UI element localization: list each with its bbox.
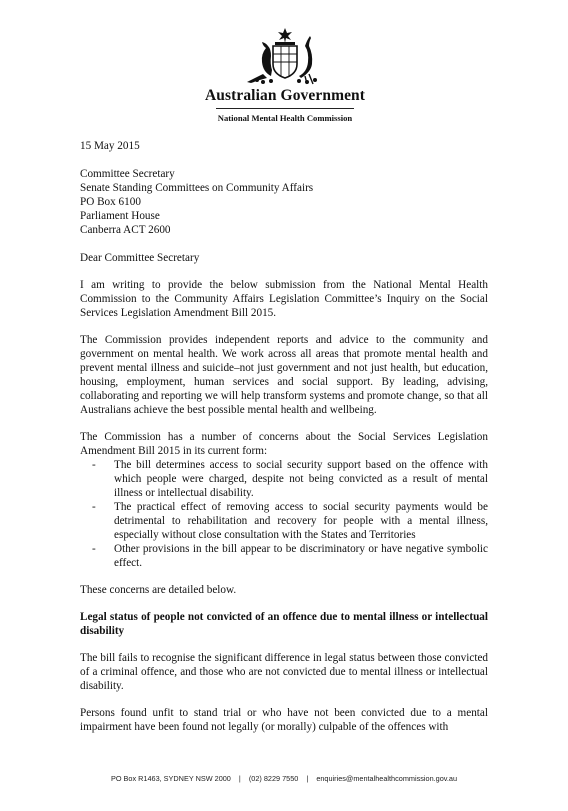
footer-phone: (02) 8229 7550 <box>248 774 299 783</box>
list-item: - Other provisions in the bill appear to be discriminatory or have negative symbolic effect. <box>92 543 488 569</box>
paragraph-intro: I am writing to provide the below submission from the National Mental Health Commission to the Community Affairs Legislation Committee’s Inquiry on the Social Services Legislation Amendment Bill 2015. <box>80 279 488 319</box>
salutation: Dear Committee Secretary <box>80 252 200 264</box>
paragraph-legal-status: The bill fails to recognise the significant difference in legal status between those convicted of a criminal offence, and those who are not convicted due to mental illness or intellectual disability. <box>80 652 488 692</box>
list-item: - The practical effect of removing access to social security payments would be detrimental to rehabilitation and recovery for people with a mental illness, especially without close consultation with the States and Territories <box>92 501 488 541</box>
address-line: Canberra ACT 2600 <box>80 224 171 236</box>
page-footer <box>0 774 568 783</box>
paragraph-culpability: Persons found unfit to stand trial or who have not been convicted due to a mental impairment have been found not legally (or morally) culpable of the offences with <box>80 707 488 733</box>
footer-email: enquiries@mentalhealthcommission.gov.au <box>316 774 458 783</box>
address-line: PO Box 6100 <box>80 196 141 208</box>
government-name: Australian Government <box>204 87 366 104</box>
footer-address: PO Box R1463, SYDNEY NSW 2000 <box>110 774 231 783</box>
letterhead <box>200 26 370 123</box>
footer-separator: | <box>306 774 309 783</box>
section-heading: Legal status of people not convicted of an offence due to mental illness or intellectual disability <box>80 611 488 637</box>
letterhead-divider <box>216 108 354 109</box>
recipient-address <box>80 167 488 237</box>
address-line: Committee Secretary <box>80 168 175 180</box>
concerns-list <box>80 458 488 570</box>
letter-body <box>80 139 488 747</box>
footer-separator: | <box>238 774 241 783</box>
list-item: - The bill determines access to social security support based on the offence with which people were charged, despite not being convicted as a result of mental illness or intellectual disability. <box>92 459 488 499</box>
concerns-intro: The Commission has a number of concerns about the Social Services Legislation Amendment Bill 2015 in its current form: <box>80 431 488 457</box>
paragraph-commission-role: The Commission provides independent reports and advice to the community and government on mental health. We work across all areas that promote mental health and prevent mental illness and suicide–not just government and not just health, but education, housing, employment, human services and social support. By leading, advising, collaborating and reporting we will help transform systems and promote change, so that all Australians achieve the best possible mental health and wellbeing. <box>80 334 488 416</box>
letter-date: 15 May 2015 <box>80 140 140 152</box>
commission-name: National Mental Health Commission <box>217 113 353 123</box>
concerns-note: These concerns are detailed below. <box>80 584 237 596</box>
address-line: Parliament House <box>80 210 160 222</box>
address-line: Senate Standing Committees on Community Affairs <box>80 182 314 194</box>
coat-of-arms-icon <box>237 26 333 86</box>
